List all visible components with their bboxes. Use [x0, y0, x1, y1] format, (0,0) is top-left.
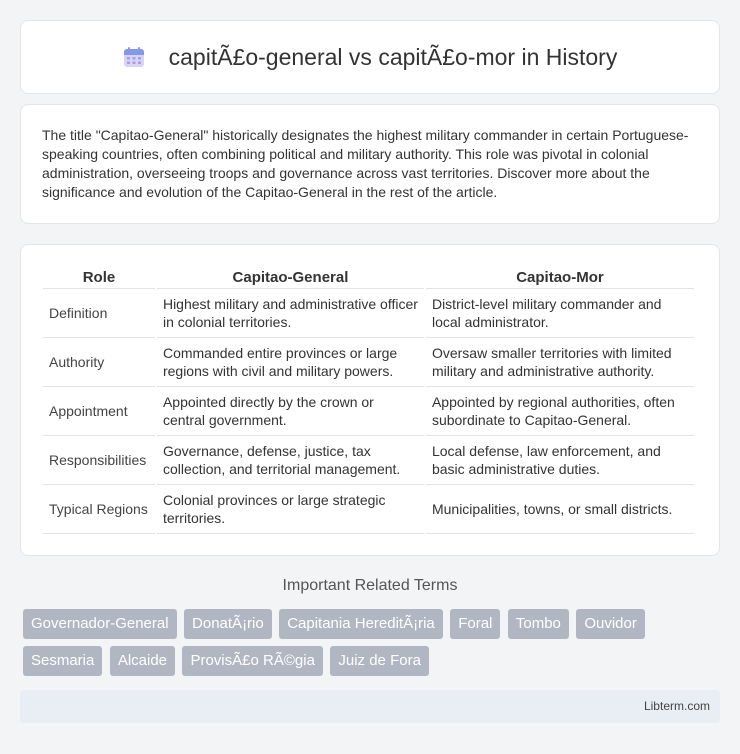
related-term-tag[interactable]: Foral — [450, 609, 500, 639]
column-header-capitao-mor: Capitao-Mor — [426, 265, 694, 289]
calendar-icon — [123, 46, 145, 68]
related-terms-list — [23, 609, 723, 683]
capitao-mor-cell: Municipalities, towns, or small districts. — [426, 485, 694, 534]
capitao-general-cell: Commanded entire provinces or large regions with civil and military powers. — [157, 338, 424, 387]
header-card — [20, 20, 720, 94]
capitao-general-cell: Appointed directly by the crown or central government. — [157, 387, 424, 436]
row-role-cell: Definition — [43, 289, 155, 338]
column-header-role: Role — [43, 265, 155, 289]
intro-card — [20, 104, 720, 224]
row-role-cell: Typical Regions — [43, 485, 155, 534]
comparison-table-card — [20, 244, 720, 556]
capitao-mor-cell: Local defense, law enforcement, and basic administrative duties. — [426, 436, 694, 485]
table-row — [43, 436, 694, 485]
related-term-tag[interactable]: ProvisÃ£o RÃ©gia — [182, 646, 322, 676]
related-term-tag[interactable]: Tombo — [508, 609, 569, 639]
related-term-tag[interactable]: Sesmaria — [23, 646, 102, 676]
table-row — [43, 485, 694, 534]
capitao-general-cell: Colonial provinces or large strategic territories. — [157, 485, 424, 534]
capitao-mor-cell: Oversaw smaller territories with limited military and administrative authority. — [426, 338, 694, 387]
row-role-cell: Appointment — [43, 387, 155, 436]
related-terms-heading: Important Related Terms — [282, 577, 458, 594]
table-header-row — [43, 265, 694, 289]
column-header-capitao-general: Capitao-General — [157, 265, 424, 289]
capitao-mor-cell: Appointed by regional authorities, often subordinate to Capitao-General. — [426, 387, 694, 436]
related-term-tag[interactable]: Governador-General — [23, 609, 177, 639]
capitao-general-cell: Governance, defense, justice, tax collection, and territorial management. — [157, 436, 424, 485]
footer-brand-link[interactable]: Libterm.com — [643, 699, 710, 713]
table-row — [43, 387, 694, 436]
table-row — [43, 289, 694, 338]
related-term-tag[interactable]: Alcaide — [110, 646, 175, 676]
intro-text: The title "Capitao-General" historically designates the highest military commander in certain Portuguese-speaking countries, often combining political and military authority. This role was pivotal in colonial administration, overseeing troops and governance across vast territories. Discover more about the significance and evolution of the Capitao-General in the rest of the article. — [42, 127, 689, 200]
footer — [20, 690, 720, 723]
page-title: capitÃ£o-general vs capitÃ£o-mor in History — [168, 43, 618, 70]
related-term-tag[interactable]: Capitania HereditÃ¡ria — [279, 609, 443, 639]
comparison-table — [41, 265, 696, 534]
related-term-tag[interactable]: DonatÃ¡rio — [184, 609, 272, 639]
related-term-tag[interactable]: Ouvidor — [576, 609, 645, 639]
capitao-mor-cell: District-level military commander and local administrator. — [426, 289, 694, 338]
capitao-general-cell: Highest military and administrative officer in colonial territories. — [157, 289, 424, 338]
related-term-tag[interactable]: Juiz de Fora — [330, 646, 429, 676]
row-role-cell: Authority — [43, 338, 155, 387]
row-role-cell: Responsibilities — [43, 436, 155, 485]
table-row — [43, 338, 694, 387]
